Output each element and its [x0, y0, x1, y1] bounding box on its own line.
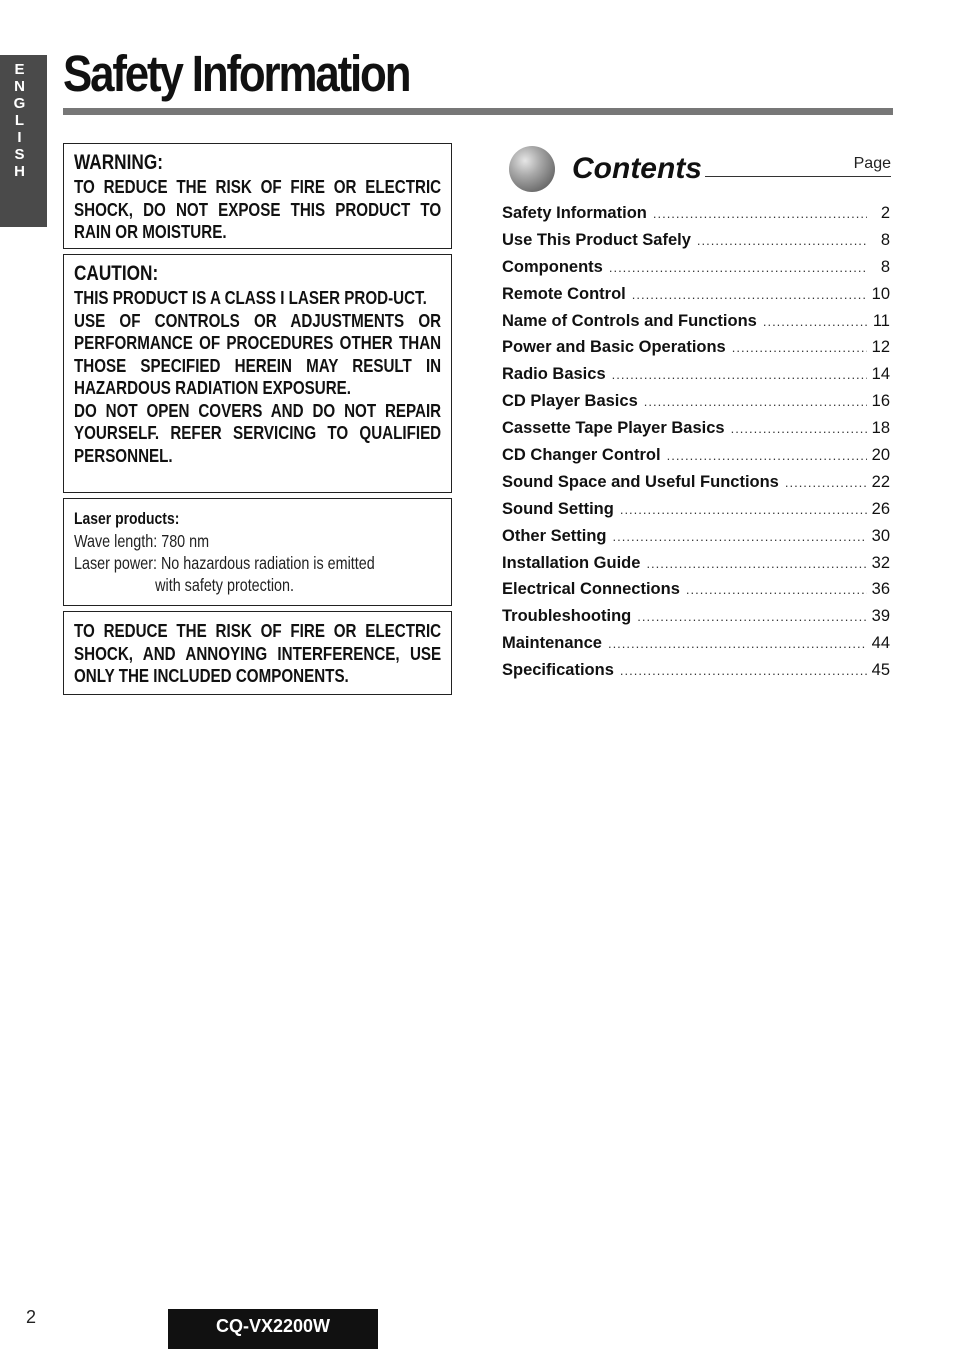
toc-item[interactable]: Troubleshooting ..... 39 [502, 607, 890, 634]
toc-item[interactable]: Other Setting ..... 30 [502, 527, 890, 554]
page-number: 2 [26, 1307, 37, 1327]
model-badge: CQ-VX2200W [168, 1309, 378, 1349]
toc-item[interactable]: Maintenance ..... 44 [502, 634, 890, 661]
toc-item[interactable]: CD Player Basics ..... 16 [502, 392, 890, 419]
language-letter: G [13, 95, 26, 112]
toc-item[interactable]: Power and Basic Operations ..... 12 [502, 338, 890, 365]
toc-item[interactable]: Remote Control ..... 10 [502, 285, 890, 312]
toc-item[interactable]: CD Changer Control ..... 20 [502, 446, 890, 473]
contents-rule [705, 176, 891, 177]
toc-item[interactable]: Specifications ..... 45 [502, 661, 890, 688]
caution-paragraph: USE OF CONTROLS OR ADJUSTMENTS OR PERFORMANCE OF PROCEDURES OTHER THAN THOSE SPECIFIED HEREIN MAY RESULT IN HAZARDOUS RADIATION EXPOSURE. [74, 309, 442, 398]
page-title: Safety Information [63, 45, 410, 102]
table-of-contents [502, 204, 890, 688]
toc-item[interactable]: Name of Controls and Functions ..... 11 [502, 312, 890, 339]
contents-heading: Contents [572, 152, 702, 185]
language-letter: E [14, 61, 25, 78]
contents-bullet-icon [509, 146, 555, 192]
language-letter: H [14, 163, 25, 180]
toc-item[interactable]: Components ..... 8 [502, 258, 890, 285]
components-text: TO REDUCE THE RISK OF FIRE OR ELECTRIC SHOCK, AND ANNOYING INTERFERENCE, USE ONLY THE INCLUDED COMPONENTS. [74, 620, 442, 686]
warning-box [63, 143, 452, 249]
toc-item[interactable]: Electrical Connections ..... 36 [502, 580, 890, 607]
toc-item[interactable]: Sound Setting ..... 26 [502, 500, 890, 527]
language-letter: N [14, 78, 25, 95]
language-letter: L [14, 112, 25, 129]
components-box [63, 611, 452, 695]
language-tab [0, 55, 47, 227]
toc-item[interactable]: Installation Guide ..... 32 [502, 554, 890, 581]
language-letter: S [14, 146, 25, 163]
caution-paragraph: DO NOT OPEN COVERS AND DO NOT REPAIR YOURSELF. REFER SERVICING TO QUALIFIED PERSONNEL. [74, 399, 442, 466]
toc-item[interactable]: Radio Basics ..... 14 [502, 365, 890, 392]
toc-item[interactable]: Safety Information ..... 2 [502, 204, 890, 231]
laser-power-continued: with safety protection. [155, 575, 294, 595]
laser-products-box [63, 498, 452, 606]
laser-heading: Laser products: [74, 509, 180, 528]
toc-item[interactable]: Sound Space and Useful Functions ..... 22 [502, 473, 890, 500]
laser-power: Laser power: No hazardous radiation is emitted [74, 553, 375, 573]
warning-heading: WARNING: [74, 151, 163, 174]
wave-length: Wave length: 780 nm [74, 531, 210, 551]
page-column-label: Page [853, 155, 891, 172]
warning-text: TO REDUCE THE RISK OF FIRE OR ELECTRIC SHOCK, DO NOT EXPOSE THIS PRODUCT TO RAIN OR MOISTURE. [74, 176, 442, 242]
title-rule [63, 108, 893, 115]
language-letter: I [17, 129, 22, 146]
caution-box [63, 254, 452, 493]
toc-item[interactable]: Use This Product Safely ..... 8 [502, 231, 890, 258]
caution-paragraph: THIS PRODUCT IS A CLASS I LASER PROD-UCT. [74, 287, 427, 308]
caution-heading: CAUTION: [74, 262, 159, 285]
toc-item[interactable]: Cassette Tape Player Basics ..... 18 [502, 419, 890, 446]
